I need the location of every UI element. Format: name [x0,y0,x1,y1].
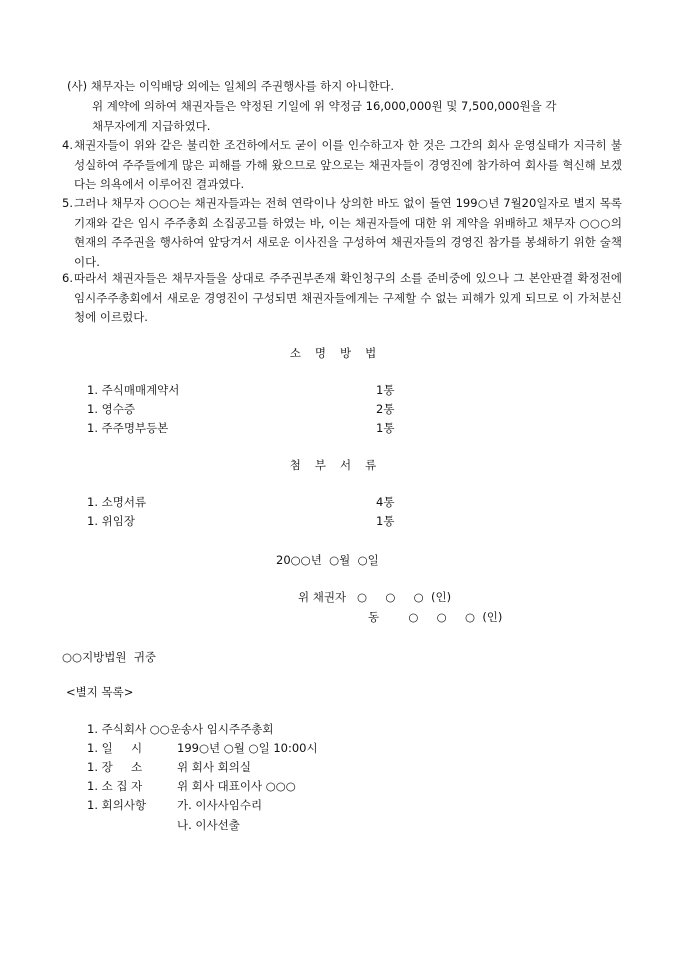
annex-row [87,720,273,739]
annex-value: 199○년 ○월 ○일 10:00시 [177,741,318,755]
evidence-qty: 1통 [376,383,395,397]
evidence-label: 1. 영수증 [87,402,135,416]
evidence-item [87,400,395,419]
annex-label: 1. 회의사항 [87,798,147,812]
evidence-heading: 소명방법 [289,346,391,360]
annex-row [87,758,251,777]
evidence-qty: 2통 [376,402,395,416]
annex-label: 1. 소 집 자 [87,779,143,793]
paragraph-number: 4. [62,138,73,152]
payment-line-1: 위 계약에 의하여 채권자들은 약정된 기일에 위 약정금 16,000,000원 및 7,500,000원을 각 [92,99,557,113]
item-sa: (사) 채무자는 이익배당 외에는 일체의 주권행사를 하지 아니한다. [67,79,395,93]
signature-line-2: 동 ○ ○ ○ (인) [368,610,503,624]
signature-line-1: 위 채권자 ○ ○ ○ (인) [298,590,452,604]
annex-value: 가. 이사사임수리 [177,798,263,812]
attachments-heading: 첨부서류 [289,458,391,472]
evidence-label: 1. 주주명부등본 [87,421,169,435]
paragraph-5 [62,194,622,272]
annex-row [87,739,318,758]
annex-value: 위 회사 회의실 [177,760,251,774]
paragraph-text: 그러나 채무자 ○○○는 채권자들과는 전혀 연락이나 상의한 바도 없이 돌연 199○년 7월20일자로 별지 목록 기재와 같은 임시 주주총회 소집공고를 하였는 바, 이는 채권자들에 대한 위 계약을 위배하고 채무자 ○○○의 현재의 주주권을 행사하여 앞당겨서 새로운 이사진을 구성하여 채권자들의 경영진 참가를 봉쇄하기 위한 술책이다. [74,196,622,269]
court-addressee: ○○지방법원 귀중 [62,650,157,664]
paragraph-number: 5. [62,196,73,210]
attachment-qty: 1통 [376,514,395,528]
payment-line-2: 채무자에게 지급하였다. [92,119,211,133]
attachment-qty: 4통 [376,495,395,509]
paragraph-number: 6. [62,271,73,285]
attachment-label: 1. 소명서류 [87,495,147,509]
attachment-label: 1. 위임장 [87,514,135,528]
attachment-item [87,493,395,512]
annex-label: 1. 장 소 [87,760,143,774]
paragraph-4 [62,136,622,195]
annex-row [87,777,296,796]
annex-value: 위 회사 대표이사 ○○○ [177,779,296,793]
paragraph-text: 채권자들이 위와 같은 불리한 조건하에서도 굳이 이를 인수하고자 한 것은 그간의 회사 운영실태가 지극히 불성실하여 주주들에게 많은 피해를 가해 왔으므로 앞으로는 채권자들이 경영진에 참가하여 회사를 혁신해 보겠다는 의욕에서 이루어진 결과였다. [74,138,622,191]
annex-value: 나. 이사선출 [177,818,240,832]
paragraph-6 [62,269,622,328]
evidence-label: 1. 주식매매계약서 [87,383,180,397]
filing-date: 20○○년 ○월 ○일 [276,553,379,567]
evidence-qty: 1통 [376,421,395,435]
annex-label: 1. 주식회사 ○○운송사 임시주주총회 [87,722,274,736]
attachment-item [87,512,395,531]
evidence-item [87,381,395,400]
paragraph-text: 따라서 채권자들은 채무자들을 상대로 주주권부존재 확인청구의 소를 준비중에 있으나 그 본안판결 확정전에 임시주주총회에서 새로운 경영진이 구성되면 채권자들에게는 구제할 수 없는 피해가 있게 되므로 이 가처분신청에 이르렀다. [74,271,622,324]
annex-heading: <별지 목록> [66,685,134,699]
annex-row [87,796,263,815]
evidence-item [87,419,395,438]
annex-label: 1. 일 시 [87,741,143,755]
